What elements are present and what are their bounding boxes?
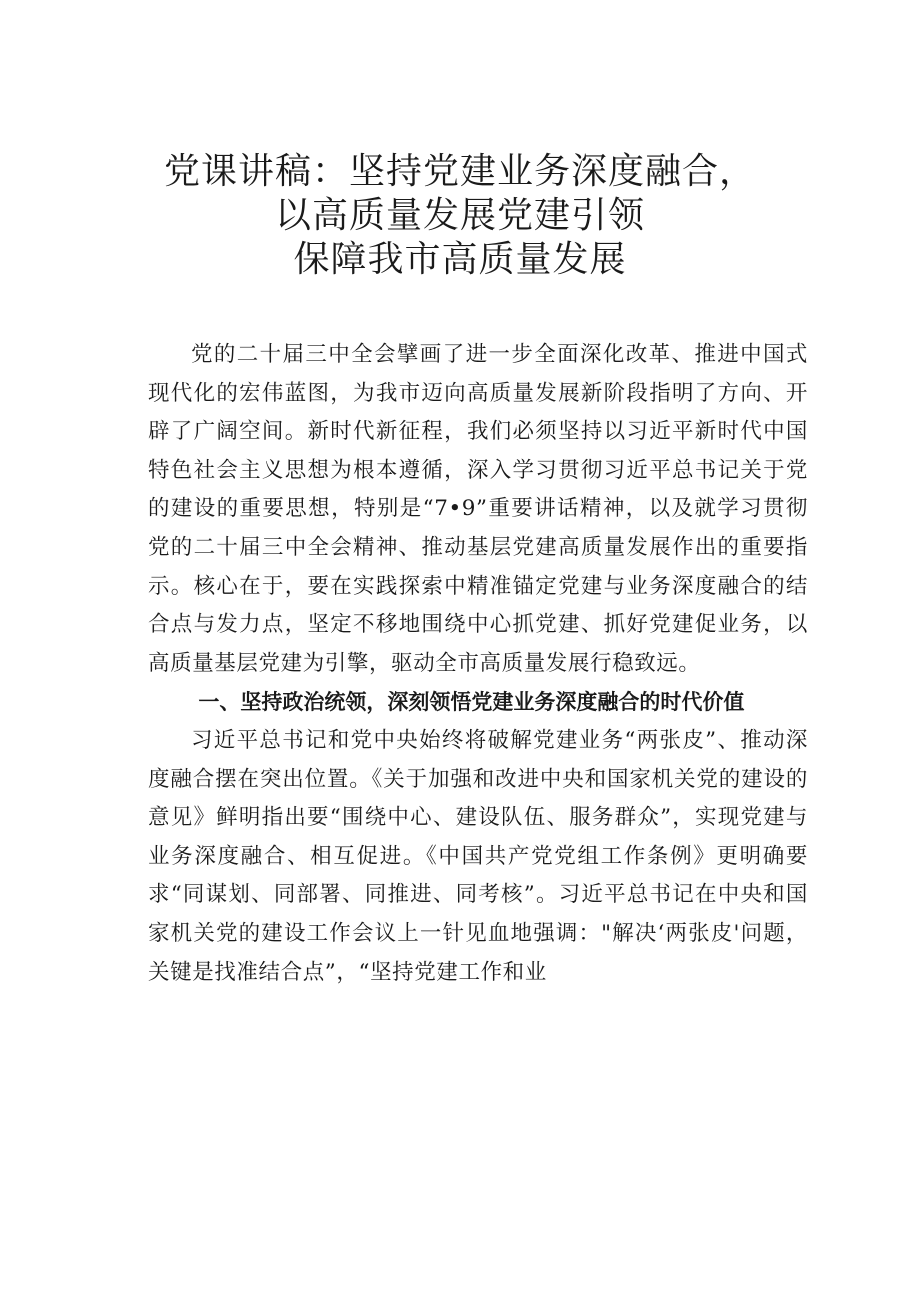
- title-line-1: 党课讲稿：坚持党建业务深度融合，: [163, 151, 756, 192]
- section-1-paragraph: 习近平总书记和党中央始终将破解党建业务“两张皮”、推动深度融合摆在突出位置。《关于加强和改进中央和国家机关党的建设的意见》鲜明指出要“围绕中心、建设队伍、服务群众”，实现党建与业务深度融合、相互促进。《中国共产党党组工作条例》更明确要求“同谋划、同部署、同推进、同考核”。习近平总书记在中央和国家机关党的建设工作会议上一针见血地强调："解决‘两张皮'问题，关键是找准结合点”，“坚持党建工作和业: [148, 727, 808, 985]
- document-title: [0, 150, 920, 282]
- title-line-2: 以高质量发展党建引领: [274, 195, 645, 236]
- section-1-heading: 一、坚持政治统领，深刻领悟党建业务深度融合的时代价值: [198, 690, 745, 715]
- title-line-3: 保障我市高质量发展: [293, 239, 627, 280]
- intro-paragraph: 党的二十届三中全会擘画了进一步全面深化改革、推进中国式现代化的宏伟蓝图，为我市迈向高质量发展新阶段指明了方向、开辟了广阔空间。新时代新征程，我们必须坚持以习近平新时代中国特色社会主义思想为根本遵循，深入学习贯彻习近平总书记关于党的建设的重要思想，特别是“7•9”重要讲话精神，以及就学习贯彻党的二十届三中全会精神、推动基层党建高质量发展作出的重要指示。核心在于，要在实践探索中精准锚定党建与业务深度融合的结合点与发力点，坚定不移地围绕中心抓党建、抓好党建促业务，以高质量基层党建为引擎，驱动全市高质量发展行稳致远。: [148, 342, 808, 676]
- document-body: [148, 336, 808, 992]
